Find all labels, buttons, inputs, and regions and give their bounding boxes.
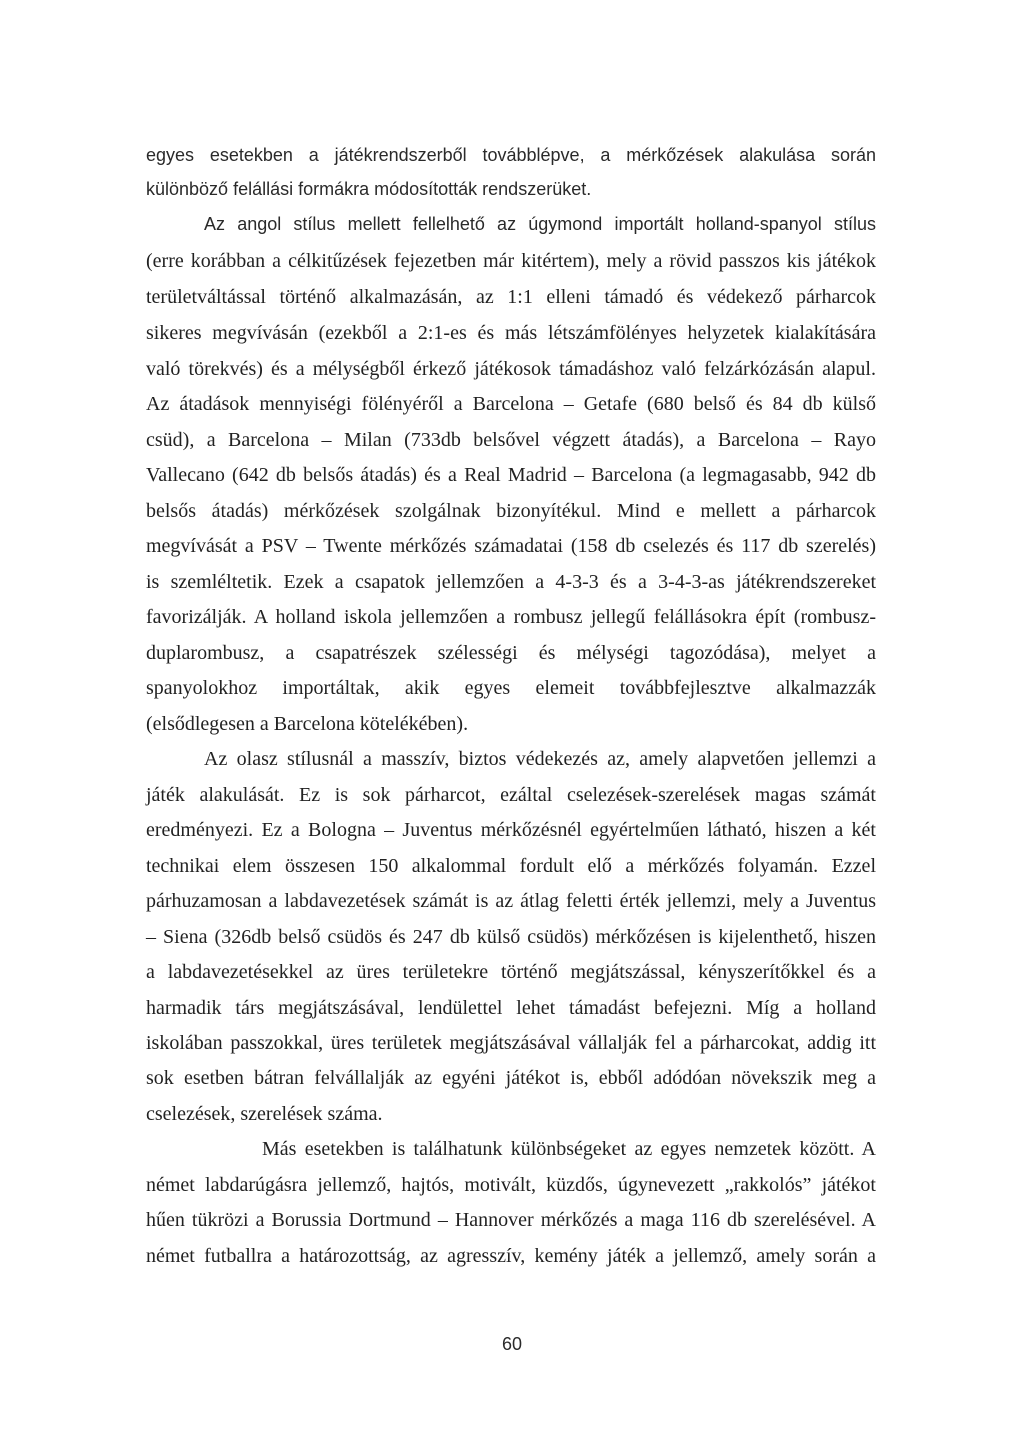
text-line: belsős átadás) mérkőzések szolgálnak bizonyítékul. Mind e mellett a párharcok [146,500,876,522]
text-line: különböző felállási formákra módosították rendszerüket. [146,179,592,199]
text-line: egyes esetekben a játékrendszerből továbblépve, a mérkőzések alakulása során [146,145,876,165]
text-line: német futballra a határozottság, az agresszív, kemény játék a jellemző, amely során a [146,1245,876,1267]
text-line: való törekvés) és a mélységből érkező játékosok támadáshoz való felzárkózásán alapul. [146,358,876,380]
text-line: Az angol stílus mellett fellelhető az úgymond importált holland-spanyol stílus [204,214,876,234]
text-line: (erre korábban a célkitűzések fejezetben már kitértem), mely a rövid passzos kis játékok [146,250,876,272]
text-line: (elsődlegesen a Barcelona kötelékében). [146,713,469,735]
text-line: területváltással történő alkalmazásán, az 1:1 elleni támadó és védekező párharcok [146,286,876,308]
text-line: csüd), a Barcelona – Milan (733db belsővel végzett átadás), a Barcelona – Rayo [146,429,876,451]
text-line: a labdavezetésekkel az üres területekre történő megjátszással, kényszerítőkkel és a [146,961,876,983]
text-line: sikeres megvívásán (ezekből a 2:1-es és más létszámfölényes helyzetek kialakítására [146,322,876,344]
text-line: cselezések, szerelések száma. [146,1103,383,1125]
text-line: technikai elem összesen 150 alkalommal fordult elő a mérkőzés folyamán. Ezzel [146,855,876,877]
text-line: párhuzamosan a labdavezetések számát is az átlag feletti érték jellemzi, mely a Juventus [146,890,876,912]
text-line: spanyolokhoz importáltak, akik egyes elemeit továbbfejlesztve alkalmazzák [146,677,876,699]
text-line: Vallecano (642 db belsős átadás) és a Real Madrid – Barcelona (a legmagasabb, 942 db [146,464,876,486]
text-line: Az átadások mennyiségi fölényéről a Barcelona – Getafe (680 belső és 84 db külső [146,393,876,415]
text-line: sok esetben bátran felvállalják az egyéni játékot is, ebből adódóan növekszik meg a [146,1067,876,1089]
text-line: megvívását a PSV – Twente mérkőzés számadatai (158 db cselezés és 117 db szerelés) [146,535,876,557]
text-line: – Siena (326db belső csüdös és 247 db külső csüdös) mérkőzésen is kijelenthető, hiszen [146,926,876,948]
text-line: is szemléltetik. Ezek a csapatok jellemzően a 4-3-3 és a 3-4-3-as játékrendszereket [146,571,876,593]
text-line: eredményezi. Ez a Bologna – Juventus mérkőzésnél egyértelműen látható, hiszen a két [146,819,876,841]
text-line: Az olasz stílusnál a masszív, biztos védekezés az, amely alapvetően jellemzi a [204,748,876,770]
text-line: harmadik társ megjátszásával, lendülettel lehet támadást befejezni. Míg a holland [146,997,876,1019]
text-line: hűen tükrözi a Borussia Dortmund – Hannover mérkőzés a maga 116 db szerelésével. A [146,1209,876,1231]
text-line: duplarombusz, a csapatrészek szélességi és mélységi tagozódása), melyet a [146,642,876,664]
text-line: német labdarúgásra jellemző, hajtós, motivált, küzdős, úgynevezett „rakkolós” játékot [146,1174,876,1196]
text-line: Más esetekben is találhatunk különbségeket az egyes nemzetek között. A [262,1138,876,1160]
page-number: 60 [501,1334,523,1354]
text-line: játék alakulását. Ez is sok párharcot, ezáltal cselezések-szerelések magas számát [146,784,876,806]
text-line: favorizálják. A holland iskola jellemzően a rombusz jellegű felállásokra épít (rombusz- [146,606,876,628]
text-line: iskolában passzokkal, üres területek megjátszásával vállalják fel a párharcokat, addig itt [146,1032,876,1054]
